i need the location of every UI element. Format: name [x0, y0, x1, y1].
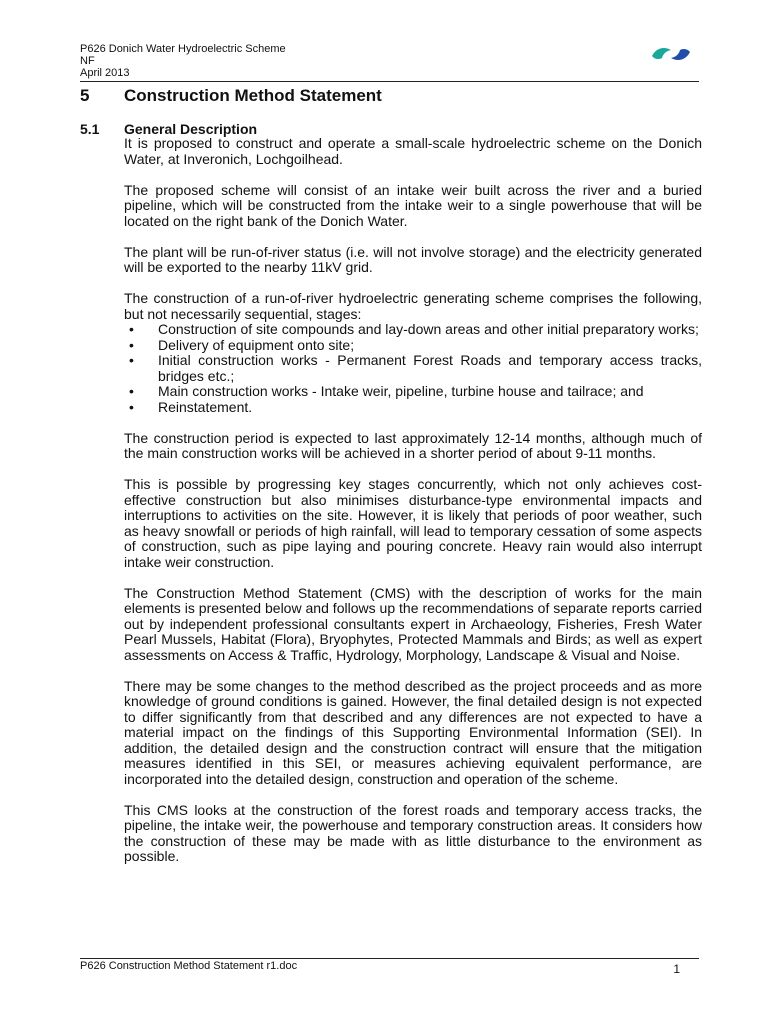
list-item: • Initial construction works - Permanent Forest Roads and temporary access tracks, bridges etc.; — [129, 352, 702, 384]
header-date: April 2013 — [80, 67, 130, 79]
section-title: Construction Method Statement — [124, 86, 382, 105]
subsection-number: 5.1 — [80, 121, 100, 137]
list-item: • Main construction works - Intake weir, pipeline, turbine house and tailrace; and — [129, 383, 644, 399]
header-project: P626 Donich Water Hydroelectric Scheme — [80, 43, 286, 55]
paragraph: This is possible by progressing key stages concurrently, which not only achieves cost-effective construction but also minimises disturbance-type environmental impacts and interruptions to activities on the site. However, it is likely that periods of poor weather, such as heavy snowfall or periods of high rainfall, will lead to temporary cessation of some aspects of construction, such as pipe laying and pouring concrete. Heavy rain would also interrupt intake weir construction. — [124, 476, 702, 570]
paragraph: This CMS looks at the construction of the forest roads and temporary access tracks, the pipeline, the intake weir, the powerhouse and temporary construction areas. It considers how the construction of these may be made with as little disturbance to the environment as possible. — [124, 801, 702, 864]
footer-divider — [80, 958, 699, 959]
header-author: NF — [80, 55, 95, 67]
paragraph: The Construction Method Statement (CMS) with the description of works for the main elements is presented below and follows up the recommendations of separate reports carried out by independent professional consultants expert in Archaeology, Fisheries, Fresh Water Pearl Mussels, Habitat (Flora), Bryophytes, Protected Mammals and Birds; as well as expert assessments on Access & Traffic, Hydrology, Morphology, Landscape & Visual and Noise. — [124, 584, 702, 663]
footer-filename: P626 Construction Method Statement r1.doc — [80, 960, 298, 972]
company-logo-icon — [650, 44, 692, 64]
bullet-icon: • — [129, 336, 134, 353]
paragraph: The proposed scheme will consist of an intake weir built across the river and a buried pipeline, which will be constructed from the intake weir to a single powerhouse that will be located on the right bank of the Donich Water. — [124, 181, 702, 229]
paragraph: The plant will be run-of-river status (i.e. will not involve storage) and the electricity generated will be exported to the nearby 11kV grid. — [124, 243, 702, 275]
paragraph: The construction period is expected to last approximately 12-14 months, although much of the main construction works will be achieved in a shorter period of about 9-11 months. — [124, 429, 702, 461]
paragraph: There may be some changes to the method described as the project proceeds and as more knowledge of ground conditions is gained. However, the final detailed design is not expected to differ significantly from that described and any differences are not expected to have a material impact on the findings of this Supporting Environmental Information (SEI). In addition, the detailed design and the construction contract will ensure that the mitigation measures identified in this SEI, or measures achieving equivalent performance, are incorporated into the detailed design, construction and operation of the scheme. — [124, 677, 702, 787]
paragraph: The construction of a run-of-river hydroelectric generating scheme comprises the following, but not necessarily sequential, stages: — [124, 290, 702, 322]
bullet-icon: • — [129, 321, 134, 337]
bullet-icon: • — [129, 383, 134, 399]
list-item: • Delivery of equipment onto site; — [129, 336, 355, 353]
subsection-title: General Description — [124, 121, 258, 137]
list-item: • Construction of site compounds and lay-down areas and other initial preparatory works; — [129, 321, 699, 337]
page-header — [80, 43, 700, 79]
bullet-icon: • — [129, 398, 134, 415]
header-divider — [80, 81, 699, 82]
paragraph: It is proposed to construct and operate a small-scale hydroelectric scheme on the Donich Water, at Inveronich, Lochgoilhead. — [124, 135, 702, 167]
section-heading — [80, 86, 382, 106]
stages-list — [124, 322, 702, 415]
bullet-icon: • — [129, 352, 134, 368]
page-number: 1 — [673, 962, 680, 976]
section-number: 5 — [80, 86, 90, 105]
document-body — [124, 136, 702, 880]
list-item: • Reinstatement. — [129, 398, 253, 415]
